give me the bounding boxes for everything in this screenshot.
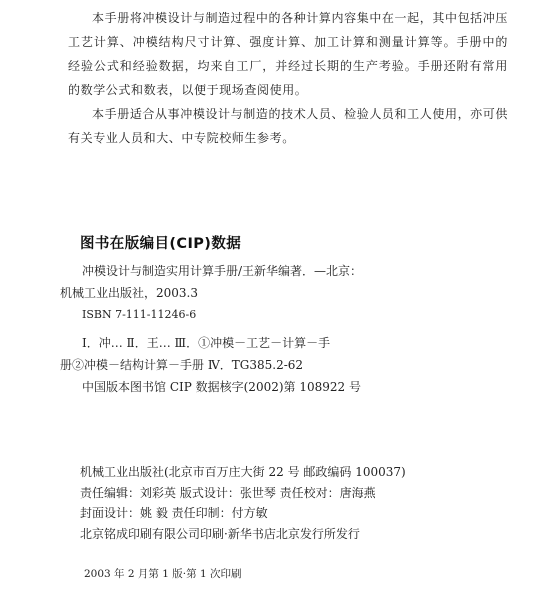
- cip-isbn: ISBN 7-111-11246-6: [82, 308, 197, 321]
- publication-info: [80, 462, 520, 544]
- intro-paragraph-2: 本手册适合从事冲模设计与制造的技术人员、检验人员和工人使用，亦可供有关专业人员和大、中专院校师生参考。: [68, 107, 508, 145]
- cip-publisher-line: 机械工业出版社，2003.3: [60, 286, 198, 300]
- cip-classification-line-2: 册②冲模－结构计算－手册 Ⅳ．TG385.2-62: [60, 358, 304, 372]
- printer-line: 北京铭成印刷有限公司印刷·新华书店北京发行所发行: [80, 526, 360, 541]
- cip-library-record: 中国版本图书馆 CIP 数据核字(2002)第 108922 号: [82, 380, 361, 394]
- intro-paragraph-1: 本手册将冲模设计与制造过程中的各种计算内容集中在一起，其中包括冲压工艺计算、冲模结构尺寸计算、强度计算、加工计算和测量计算等。手册中的经验公式和经验数据，均来自工厂，并经过长期的生产考验。手册还附有常用的数学公式和数表，以便于现场查阅使用。: [68, 11, 508, 97]
- cip-title: 图书在版编目(CIP)数据: [80, 236, 242, 252]
- publisher-address: 机械工业出版社(北京市百万庄大街 22 号 邮政编码 100037): [80, 465, 406, 479]
- cip-classification-line-1: Ⅰ．冲… Ⅱ．王… Ⅲ．①冲模－工艺－计算－手: [82, 336, 331, 350]
- cip-data-block: [60, 260, 500, 398]
- book-introduction: [68, 6, 508, 150]
- edition-print-info: 2003 年 2 月第 1 版·第 1 次印刷: [84, 568, 242, 580]
- cip-title-author-line: 冲模设计与制造实用计算手册/王新华编著．—北京：: [82, 264, 363, 278]
- editors-line: 责任编辑：刘彩英 版式设计：张世琴 责任校对：唐海燕: [80, 485, 376, 500]
- cover-design-line: 封面设计：姚 毅 责任印制：付方敏: [80, 506, 268, 520]
